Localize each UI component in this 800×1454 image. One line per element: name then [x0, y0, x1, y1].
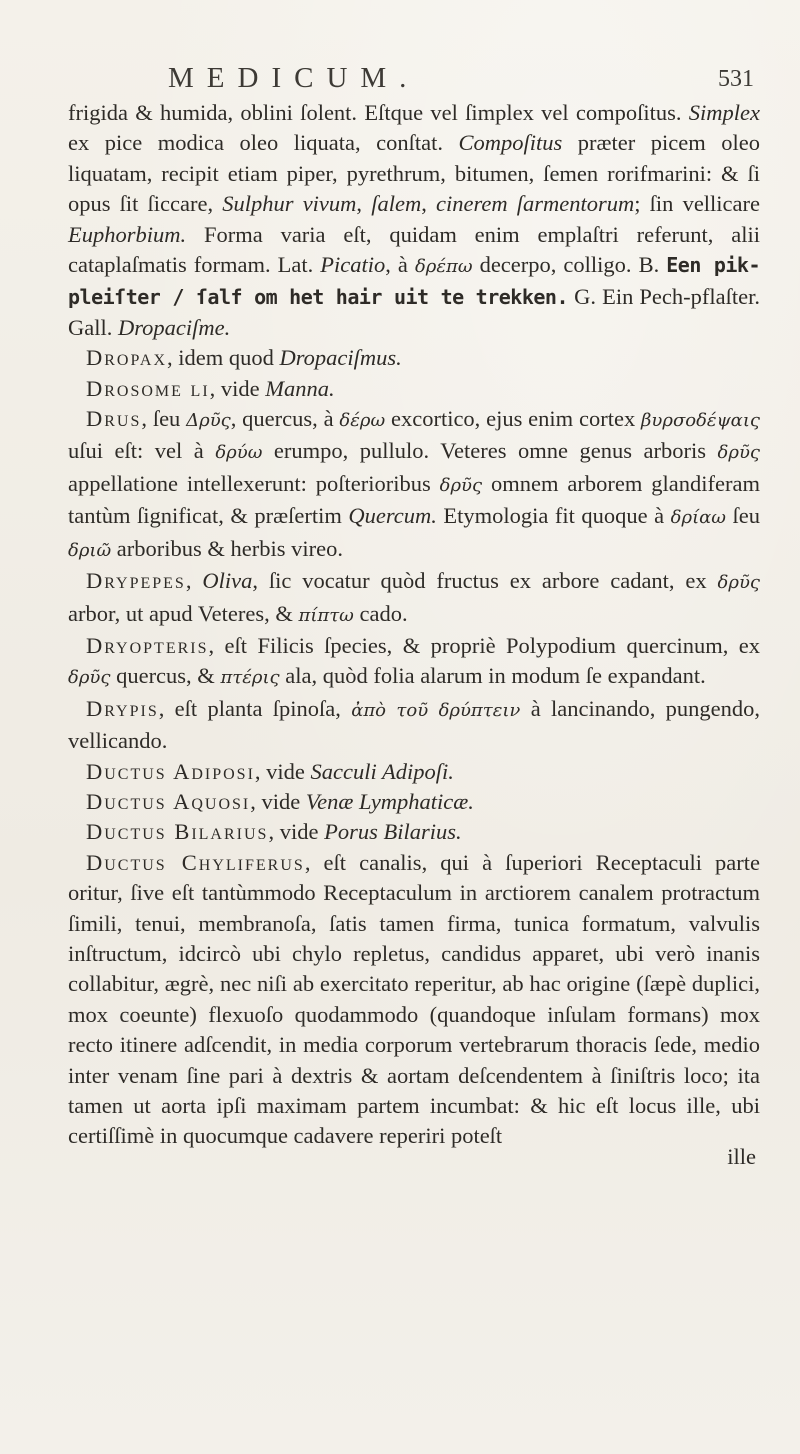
entry-headword: Drypis	[86, 695, 159, 721]
entry-headword: Dryopteris	[86, 632, 209, 658]
running-title: MEDICUM.	[168, 62, 420, 94]
entry-headword: Dropax	[86, 345, 168, 371]
entry-ductus-aquosi: Ductus Aquosi, vide Venæ Lymphaticæ.	[86, 788, 474, 814]
entry-headword: Ductus Aquosi	[86, 788, 251, 814]
entry-headword: Ductus Bilarius	[86, 819, 269, 845]
entry-ductus-chyliferus: Ductus Chyliferus, eſt canalis, qui à ſuperiori Receptaculi parte oritur, ſive eſt tantùmmodo Receptaculum in arctiorem canalem protractum ſimili, tenui, membranoſa, ſatis tamen firma, tunica formatum, valvulis inſtructum, idcircò ubi chylo repletus, candidus apparet, ubi verò inanis collabitur, ægrè, nec niſi ab exercitato reperitur, ab hac origine (ſæpè duplici, mox coeunte) flexuoſo quodammodo (quandoque inſulam formans) mox recto itinere adſcendit, in media corporum vertebrarum thoracis ſede, medio inter venam ſine pari à dextris & aortam deſcendentem à ſiniſtris loco; ita tamen ut aorta ipſi maximam partem incumbat: & hic eſt locus ille, ubi certiſſimè in quocumque cadavere reperiri poteſt	[68, 849, 760, 1149]
entry-headword: Drypepes	[86, 568, 186, 594]
catchword: ille	[727, 1143, 756, 1169]
entry-drypis: Drypis, eſt planta ſpinoſa, ἀπὸ τοῦ δρύπτειν à lancinando, pungendo, vellicando.	[68, 695, 760, 754]
entry-headword: Ductus Chyliferus	[86, 849, 305, 875]
entry-drypepes: Drypepes, Oliva, ſic vocatur quòd fructus ex arbore cadant, ex δρῦς arbor, ut apud Veteres, & πίπτω cado.	[68, 568, 760, 626]
entry-drus: Drus, ſeu Δρῦς, quercus, à δέρω excortico, ejus enim cortex βυρσοδέψαις uſui eſt: vel à δρύω erumpo, pullulo. Veteres omne genus arboris δρῦς appellatione intellexerunt: poſterioribus δρῦς omnem arborem glandiferam tantùm ſignificat, & præſertim Quercum. Etymologia fit quoque à δρίαω ſeu δριῶ arboribus & herbis vireo.	[68, 406, 760, 561]
entry-dropax: Dropax, idem quod Dropaciſmus.	[86, 345, 402, 371]
entry-ductus-bilarius: Ductus Bilarius, vide Porus Bilarius.	[86, 819, 462, 845]
entry-dryopteris: Dryopteris, eſt Filicis ſpecies, & propriè Polypodium quercinum, ex δρῦς quercus, & πτέρις ala, quòd folia alarum in modum ſe expandant.	[68, 632, 760, 689]
continued-paragraph: frigida & humida, oblini ſolent. Eſtque vel ſimplex vel compoſitus. Simplex ex pice modica oleo liquata, conſtat. Compoſitus præter picem oleo liquatam, recipit etiam piper, pyrethrum, bitumen, ſemen rorifmarini: & ſi opus ſit ſiccare, Sulphur vivum, ſalem, cinerem ſarmentorum; ſin vellicare Euphorbium. Forma varia eſt, quidam enim emplaſtri referunt, alii cataplaſmatis formam. Lat. Picatio, à δρέπω decerpo, colligo. B. Een pik-pleiſter / ſalf om het hair uit te trekken. G. Ein Pech-pflaſter. Gall. Dropaciſme.	[68, 100, 761, 340]
body-text	[68, 98, 760, 1152]
running-head	[68, 58, 760, 98]
entry-headword: Ductus Adiposi	[86, 758, 255, 784]
page-number: 531	[718, 66, 754, 92]
entry-drosomeli: Drosome li, vide Manna.	[86, 375, 335, 401]
entry-ductus-adiposi: Ductus Adiposi, vide Sacculi Adipoſi.	[86, 758, 454, 784]
entry-headword: Drosome li	[86, 375, 210, 401]
entry-headword: Drus	[86, 406, 142, 432]
